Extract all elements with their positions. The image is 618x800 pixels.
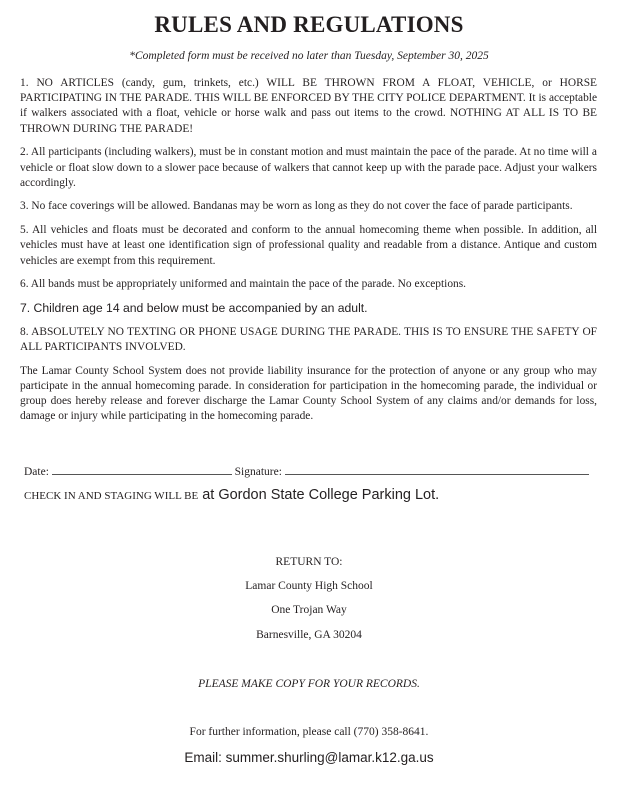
rules-list bbox=[20, 76, 597, 433]
date-label: Date: bbox=[24, 466, 49, 478]
rule-5: 5. All vehicles and floats must be decorated and conform to the annual homecoming theme when possible. In addition, all vehicles must have at least one identification sign of professional quality and readable from a distance. Antique and custom vehicles are exempt from this requirement. bbox=[20, 224, 597, 267]
copy-note: PLEASE MAKE COPY FOR YOUR RECORDS. bbox=[198, 678, 420, 690]
checkin-row bbox=[24, 486, 604, 504]
signature-row bbox=[24, 464, 598, 478]
signature-field[interactable] bbox=[285, 464, 589, 475]
return-city: Barnesville, GA 30204 bbox=[256, 629, 362, 641]
deadline-note: *Completed form must be received no later than Tuesday, September 30, 2025 bbox=[129, 50, 489, 62]
return-street: One Trojan Way bbox=[271, 604, 347, 616]
checkin-location: at Gordon State College Parking Lot. bbox=[202, 487, 440, 503]
rule-2: 2. All participants (including walkers), must be in constant motion and must maintain the pace of the parade. At no time will a vehicle or float slow down to a slower pace because of walkers that cannot keep up with the parade pace. Adjust your walkers accordingly. bbox=[20, 146, 597, 189]
return-school: Lamar County High School bbox=[245, 580, 373, 592]
rule-6: 6. All bands must be appropriately uniformed and maintain the pace of the parade. No exceptions. bbox=[20, 278, 466, 291]
contact-email: Email: summer.shurling@lamar.k12.ga.us bbox=[184, 750, 434, 765]
rule-7: 7. Children age 14 and below must be accompanied by an adult. bbox=[20, 300, 368, 315]
rule-3: 3. No face coverings will be allowed. Bandanas may be worn as long as they do not cover the face of parade participants. bbox=[20, 200, 573, 213]
rule-1: 1. NO ARTICLES (candy, gum, trinkets, etc.) WILL BE THROWN FROM A FLOAT, VEHICLE, or HORSE PARTICIPATING IN THE PARADE. THIS WILL BE ENFORCED BY THE CITY POLICE DEPARTMENT. It is acceptable if walkers associated with a float, vehicle or horse walk and pass out items to the crowd. NOTHING AT ALL IS TO BE THROWN DURING THE PARADE! bbox=[20, 77, 597, 135]
liability-disclaimer: The Lamar County School System does not provide liability insurance for the protection of anyone or any group who may participate in the annual homecoming parade. In consideration for participation in the homecoming parade, the individual or group does hereby release and forever discharge the Lamar County School System of any claims and/or demands for loss, damage or injury while participating in the homecoming parade. bbox=[20, 364, 597, 423]
signature-label: Signature: bbox=[234, 466, 282, 478]
return-heading: RETURN TO: bbox=[275, 556, 343, 568]
date-field[interactable] bbox=[52, 464, 232, 475]
checkin-label: CHECK IN AND STAGING WILL BE bbox=[24, 490, 199, 502]
rule-8: 8. ABSOLUTELY NO TEXTING OR PHONE USAGE DURING THE PARADE. THIS IS TO ENSURE THE SAFETY OF ALL PARTICIPANTS INVOLVED. bbox=[20, 325, 597, 353]
page-title: RULES AND REGULATIONS bbox=[154, 12, 464, 37]
contact-phone: For further information, please call (770) 358-8641. bbox=[189, 726, 429, 738]
